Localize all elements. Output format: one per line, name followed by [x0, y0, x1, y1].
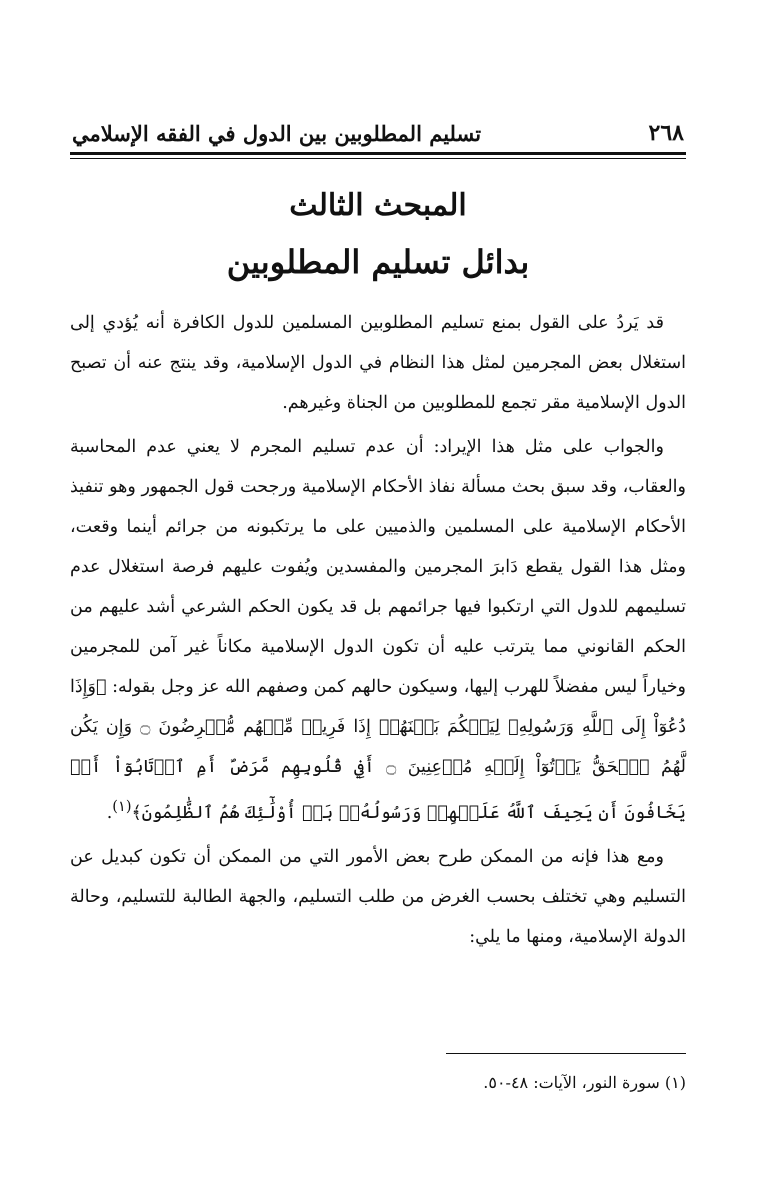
- section-title: بدائل تسليم المطلوبين: [226, 243, 530, 281]
- paragraph-answer: [70, 427, 686, 833]
- body-text: [70, 303, 686, 957]
- book-page: [70, 100, 686, 1120]
- page-number: ٢٦٨: [648, 120, 684, 146]
- quran-quote: ﴿وَإِذَا دُعُوٓاْ إِلَى ٱللَّهِ وَرَسُولِهِۦ لِيَحۡكُمَ بَيۡنَهُمۡ إِذَا فَرِيقٞ مِّنۡهُم مُّعۡرِضُونَ ۝ وَإِن يَكُن لَّهُمُ ٱلۡحَقُّ يَأۡتُوٓاْ إِلَيۡهِ مُذۡعِنِينَ ۝ أَفِي قُلُوبِهِم مَّرَضٌ أَمِ ٱرۡتَابُوٓاْ أَمۡ يَخَافُونَ أَن يَحِيفَ ٱللَّهُ عَلَيۡهِمۡ وَرَسُولُهُۥۚ بَلۡ أُوْلَٰٓئِكَ هُمُ ٱلظَّٰلِمُونَ﴾: [70, 677, 686, 823]
- section-label: المبحث الثالث: [289, 188, 467, 223]
- quote-terminal: .: [106, 802, 113, 823]
- running-title: تسليم المطلوبين بين الدول في الفقه الإسلامي: [72, 121, 482, 146]
- paragraph-closing: ومع هذا فإنه من الممكن طرح بعض الأمور التي من الممكن أن تكون كبديل عن التسليم وهي تختلف بحسب الغرض من طلب التسليم، والجهة الطالبة للتسليم، وحالة الدولة الإسلامية، ومنها ما يلي:: [70, 846, 686, 947]
- footnote: (١) سورة النور، الآيات: ٤٨-٥٠.: [483, 1072, 686, 1092]
- running-header: [70, 100, 686, 152]
- header-rule: [70, 152, 686, 159]
- footnote-marker: (١): [112, 798, 132, 815]
- paragraph-answer-text: والجواب على مثل هذا الإيراد: أن عدم تسليم المجرم لا يعني عدم المحاسبة والعقاب، وقد سبق بحث مسألة نفاذ الأحكام الإسلامية ورجحت قول الجمهور وهو تنفيذ الأحكام الإسلامية على المسلمين والذميين على ما يرتكبونه من جرائم أينما وقعت، ومثل هذا القول يقطع دَابرَ المجرمين والمفسدين ويُفوت عليهم فرصة استغلال عدم تسليمهم للدول التي ارتكبوا فيها جرائمهم بل قد يكون الحكم الشرعي أشد عليهم من الحكم القانوني مما يترتب عليه أن تكون الدول الإسلامية مكاناً غير آمن للمجرمين وخياراً ليس مفضلاً للهرب إليها، وسيكون حالهم كمن وصفهم الله عز وجل بقوله:: [70, 437, 686, 697]
- paragraph-objection: قد يَردُ على القول بمنع تسليم المطلوبين المسلمين للدول الكافرة أنه يُؤدي إلى استغلال بعض المجرمين لمثل هذا النظام في الدول الإسلامية، وقد ينتج عنه أن تصبح الدول الإسلامية مقر تجمع للمطلوبين من الجناة وغيرهم.: [70, 313, 686, 413]
- footnote-rule: [446, 1053, 686, 1054]
